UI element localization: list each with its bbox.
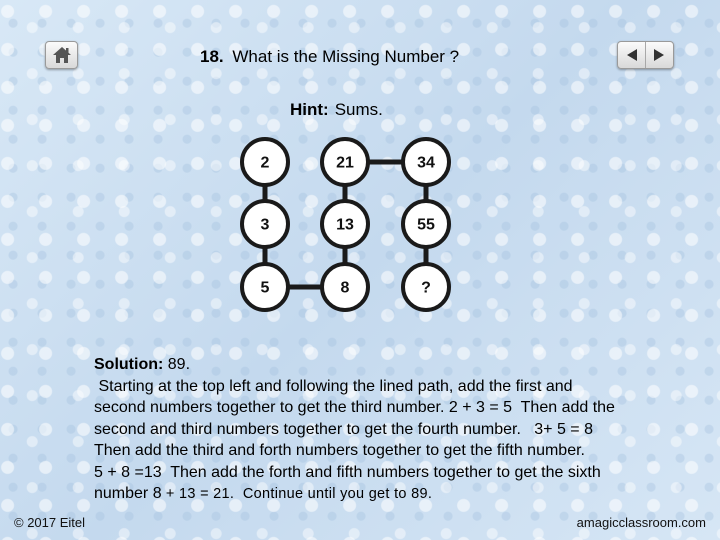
puzzle-node-value: 13: [336, 216, 354, 234]
solution-line: second and third numbers together to get the fourth number. 3+ 5 = 8: [94, 420, 593, 438]
solution-line: 5 + 8 =13 Then add the forth and fifth numbers together to get the sixth: [94, 463, 601, 481]
hint-label: Hint:: [290, 100, 329, 119]
puzzle-node: [242, 264, 288, 310]
solution-last-b: + 13 = 21. Continue until you get to 89.: [161, 486, 433, 502]
question-number: 18.: [200, 47, 224, 66]
solution-label: Solution:: [94, 356, 164, 373]
puzzle-node: [242, 139, 288, 185]
site-name: amagicclassroom.com: [576, 515, 706, 530]
puzzle-node: [403, 264, 449, 310]
hint-text: Sums.: [334, 100, 383, 119]
puzzle-node-value: 5: [260, 279, 270, 297]
puzzle-node: [403, 201, 449, 247]
puzzle-node-value: 8: [340, 279, 350, 297]
puzzle-node: [322, 201, 368, 247]
puzzle-node-value: 3: [260, 216, 270, 234]
solution-answer: 89.: [167, 356, 191, 373]
puzzle-nodes: [242, 139, 449, 310]
question-text: What is the Missing Number ?: [232, 47, 460, 66]
solution-text: [94, 354, 694, 506]
solution-line: Starting at the top left and following the lined path, add the first and: [94, 377, 573, 395]
solution-line: second numbers together to get the third number. 2 + 3 = 5 Then add the: [94, 399, 615, 416]
puzzle-node-value: 34: [417, 154, 435, 172]
puzzle-node: [322, 139, 368, 185]
solution-heading: [94, 354, 694, 376]
puzzle-node-value: 55: [417, 216, 435, 234]
solution-line-last: [94, 483, 694, 506]
copyright: © 2017 Eitel: [14, 515, 86, 530]
puzzle-node-value: ?: [421, 279, 431, 297]
puzzle-node-value: 2: [260, 154, 270, 172]
puzzle-node: [322, 264, 368, 310]
puzzle-node-value: 21: [336, 154, 354, 172]
solution-last-a: number 8: [94, 485, 162, 502]
solution-line: Then add the third and forth numbers together to get the fifth number.: [94, 442, 585, 459]
puzzle-node: [403, 139, 449, 185]
puzzle-node: [242, 201, 288, 247]
